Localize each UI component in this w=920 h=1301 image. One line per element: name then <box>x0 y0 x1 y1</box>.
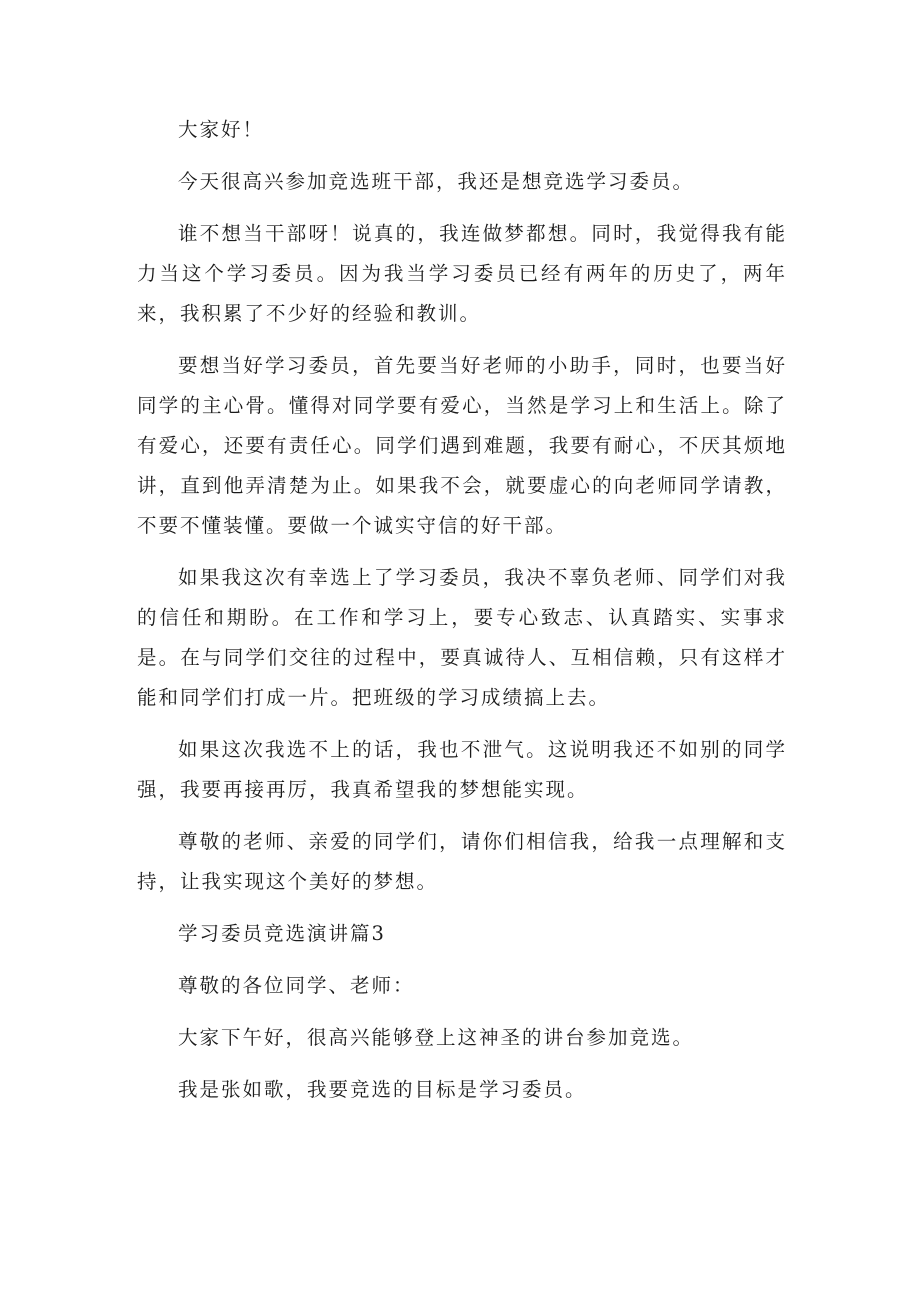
paragraph-promise: 如果我这次有幸选上了学习委员，我决不辜负老师、同学们对我的信任和期盼。在工作和学习上，要专心致志、认真踏实、实事求是。在与同学们交往的过程中，要真诚待人、互相信赖，只有这样才能和同学们打成一片。把班级的学习成绩搞上去。 <box>137 566 787 709</box>
document-body <box>137 110 787 1122</box>
paragraph-self-introduction: 我是张如歌，我要竞选的目标是学习委员。 <box>178 1078 587 1101</box>
paragraph-afternoon-greeting: 大家下午好，很高兴能够登上这神圣的讲台参加竞选。 <box>178 1026 695 1049</box>
paragraph-not-elected: 如果这次我选不上的话，我也不泄气。这说明我还不如别的同学强，我要再接再厉，我真希望我的梦想能实现。 <box>137 738 787 801</box>
paragraph-intro: 今天很高兴参加竞选班干部，我还是想竞选学习委员。 <box>178 170 695 193</box>
paragraph-closing: 尊敬的老师、亲爱的同学们，请你们相信我，给我一点理解和支持，让我实现这个美好的梦想。 <box>137 830 787 893</box>
section-heading: 学习委员竞选演讲篇3 <box>178 922 386 945</box>
paragraph-duties: 要想当好学习委员，首先要当好老师的小助手，同时，也要当好同学的主心骨。懂得对同学要有爱心，当然是学习上和生活上。除了有爱心，还要有责任心。同学们遇到难题，我要有耐心，不厌其烦地讲，直到他弄清楚为止。如果我不会，就要虚心的向老师同学请教，不要不懂装懂。要做一个诚实守信的好干部。 <box>137 354 787 537</box>
paragraph-salutation: 尊敬的各位同学、老师： <box>178 974 415 997</box>
paragraph-ability: 谁不想当干部呀！说真的，我连做梦都想。同时，我觉得我有能力当这个学习委员。因为我当学习委员已经有两年的历史了，两年来，我积累了不少好的经验和教训。 <box>137 222 787 325</box>
paragraph-greeting: 大家好！ <box>178 118 265 141</box>
